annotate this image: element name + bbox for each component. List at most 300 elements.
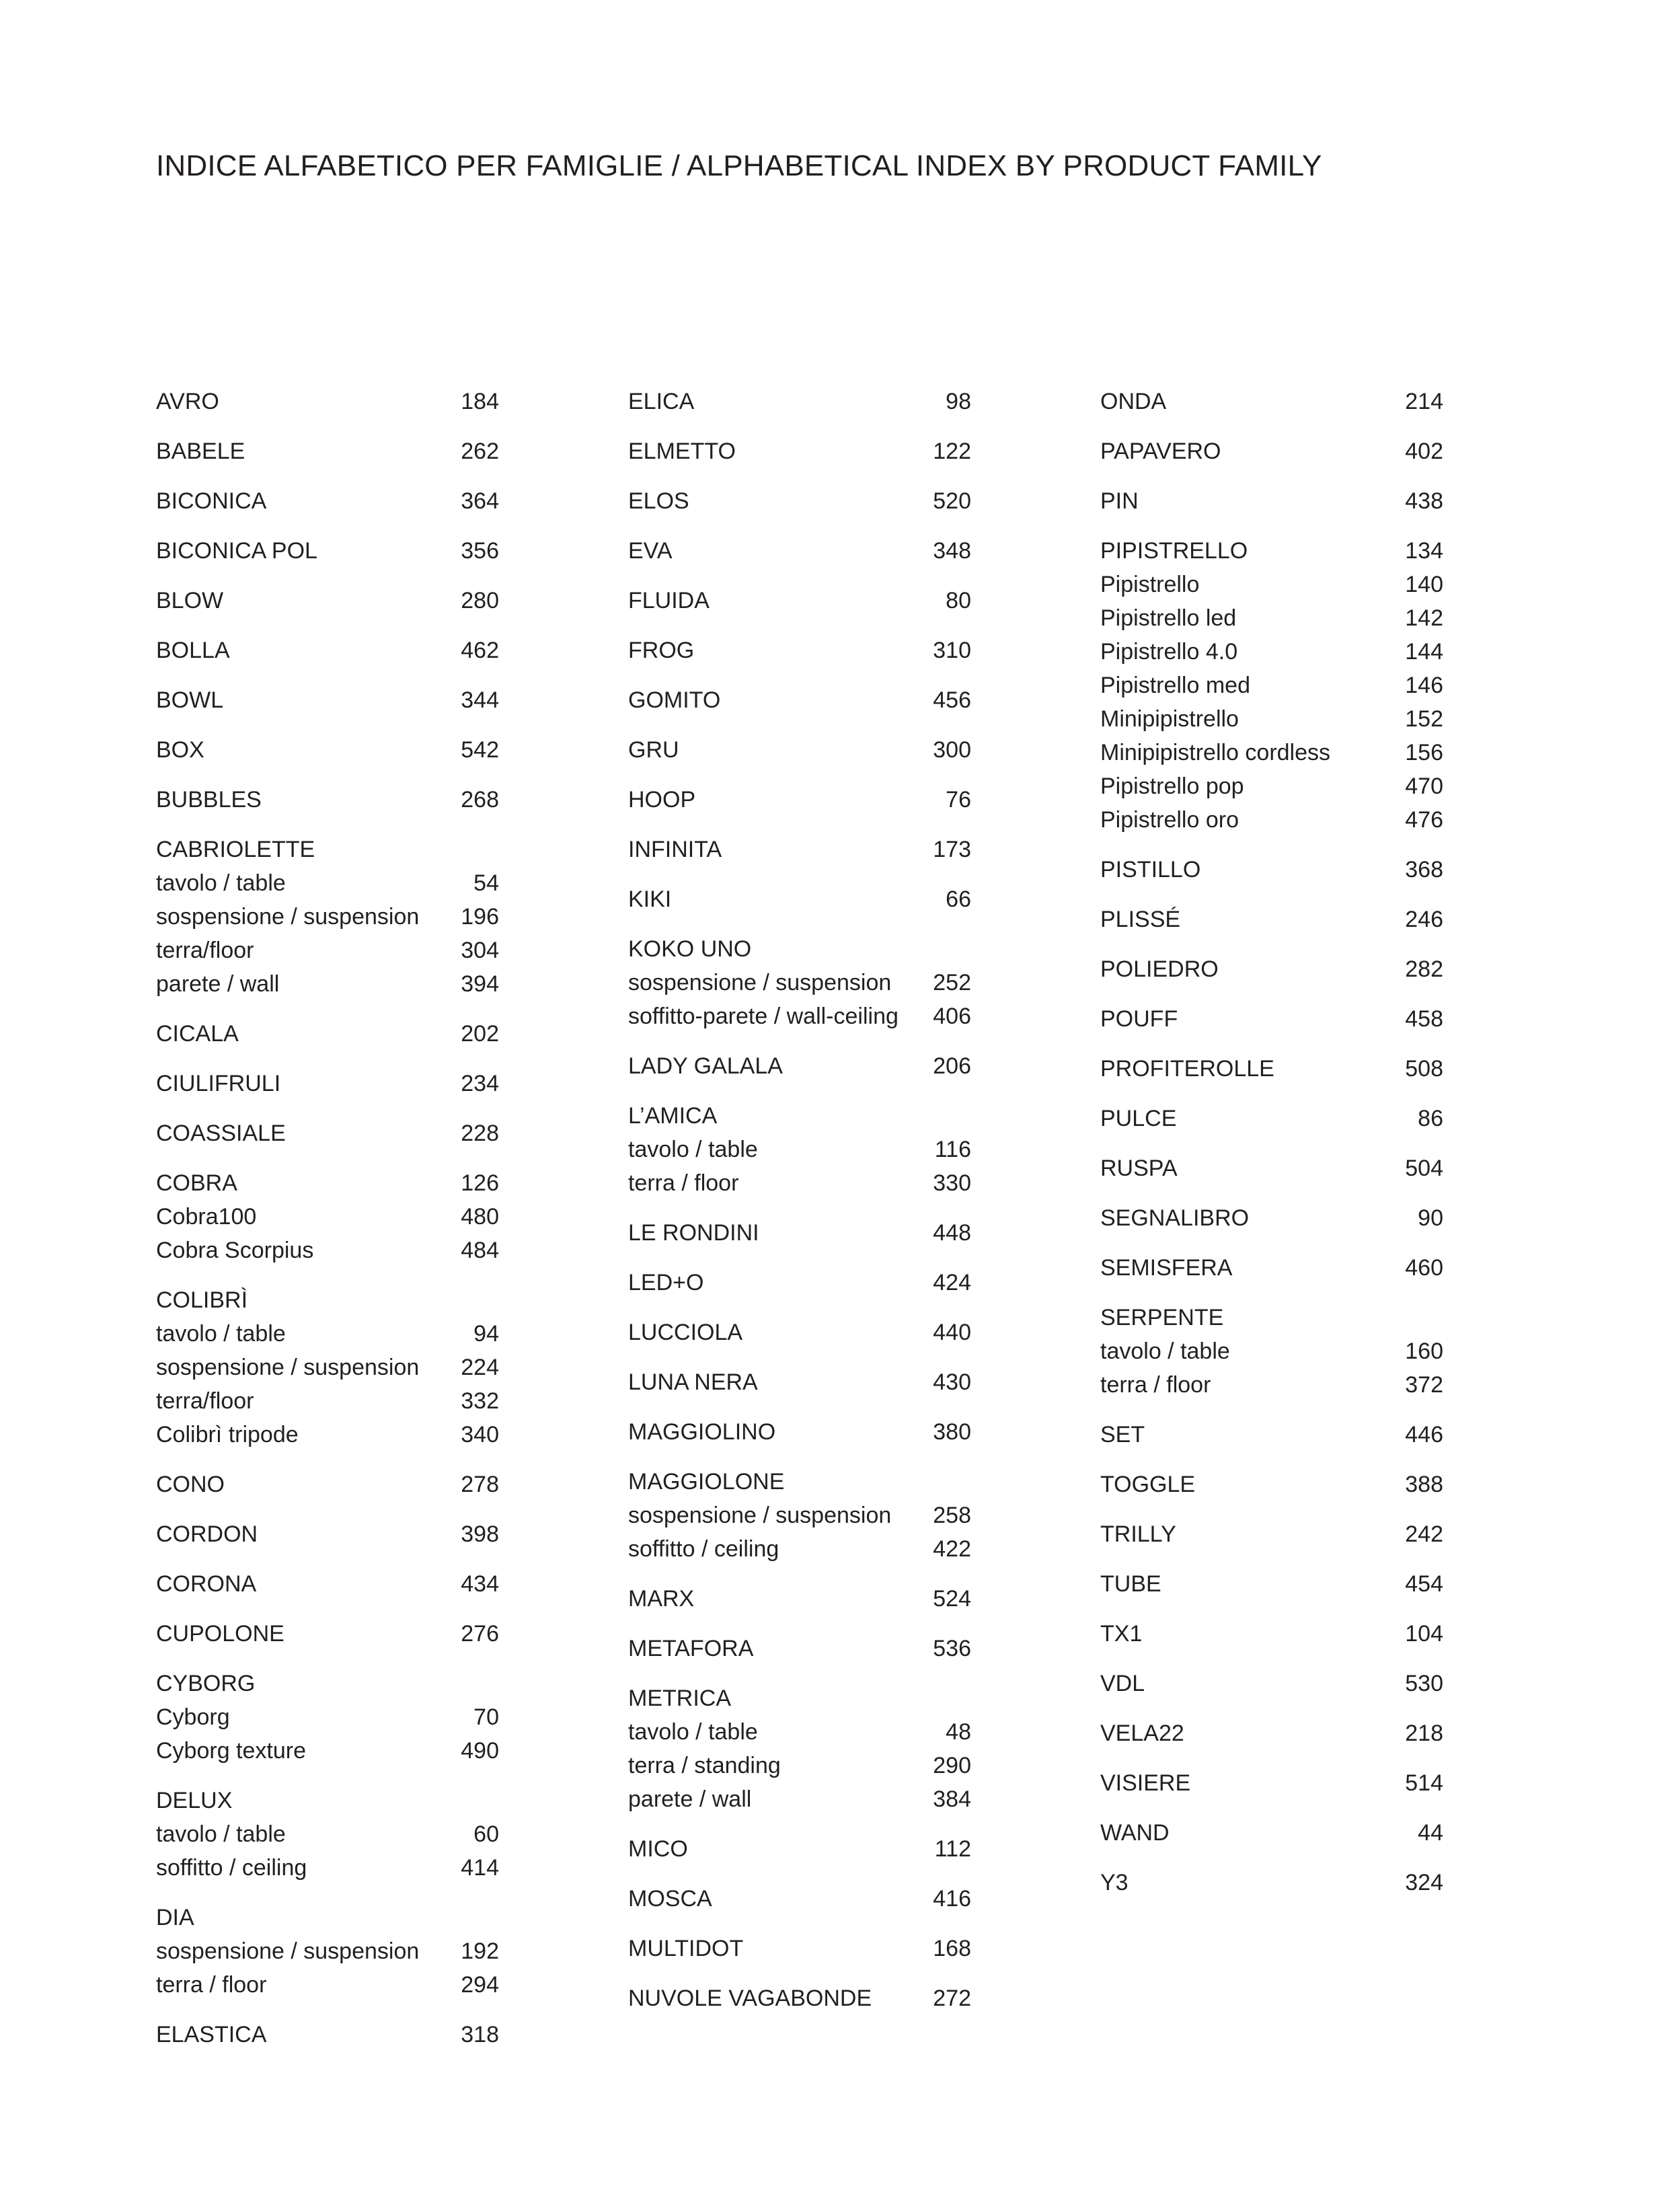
index-entry-group xyxy=(628,1415,971,1449)
index-entry-group xyxy=(156,634,499,667)
index-entry-label: MICO xyxy=(628,1836,688,1862)
index-family-row xyxy=(628,1832,971,1866)
index-family-row xyxy=(1100,1766,1443,1800)
index-entry-group xyxy=(156,1468,499,1501)
index-page-number: 280 xyxy=(461,588,499,613)
index-entry-label: Cobra100 xyxy=(156,1204,257,1230)
index-entry-label: SEMISFERA xyxy=(1100,1255,1233,1281)
index-family-row xyxy=(1100,1866,1443,1899)
index-entry-label: GOMITO xyxy=(628,687,721,713)
index-entry-group xyxy=(1100,1816,1443,1850)
index-entry-group xyxy=(628,833,971,866)
index-page-number: 112 xyxy=(934,1836,971,1862)
index-page-number: 430 xyxy=(933,1369,971,1395)
index-family-row xyxy=(156,1283,499,1317)
index-family-row xyxy=(1100,1201,1443,1235)
index-page-number: 192 xyxy=(461,1938,499,1964)
index-sub-row xyxy=(1100,736,1443,769)
index-family-row xyxy=(628,1266,971,1299)
index-entry-group xyxy=(628,1982,971,2015)
index-family-row xyxy=(156,833,499,866)
index-family-row xyxy=(1100,1251,1443,1285)
index-page-number: 304 xyxy=(461,938,499,963)
index-family-row xyxy=(628,932,971,966)
index-sub-row xyxy=(156,1200,499,1234)
index-entry-group xyxy=(628,1682,971,1816)
index-page-number: 214 xyxy=(1405,389,1443,414)
index-entry-label: Pipistrello pop xyxy=(1100,774,1244,799)
index-page-number: 276 xyxy=(461,1621,499,1647)
index-family-row xyxy=(156,1784,499,1817)
index-family-row xyxy=(628,733,971,767)
index-entry-label: KOKO UNO xyxy=(628,936,752,962)
index-entry-group xyxy=(1100,1002,1443,1036)
index-column-2 xyxy=(628,385,971,2031)
index-entry-group xyxy=(628,534,971,568)
index-page-number: 458 xyxy=(1405,1006,1443,1032)
index-page-number: 86 xyxy=(1418,1106,1443,1131)
index-entry-label: LE RONDINI xyxy=(628,1220,759,1246)
index-column-1 xyxy=(156,385,499,2068)
index-page-number: 94 xyxy=(473,1321,499,1347)
index-sub-row xyxy=(628,1499,971,1532)
index-entry-label: ELASTICA xyxy=(156,2022,267,2047)
index-entry-group xyxy=(628,1465,971,1566)
index-entry-label: SERPENTE xyxy=(1100,1305,1224,1330)
index-page-number: 160 xyxy=(1405,1338,1443,1364)
index-page-number: 168 xyxy=(933,1936,971,1961)
index-family-row xyxy=(156,435,499,468)
index-page-number: 262 xyxy=(461,439,499,464)
index-entry-group xyxy=(628,484,971,518)
index-sub-row xyxy=(156,1234,499,1267)
index-entry-group xyxy=(156,1166,499,1267)
index-entry-group xyxy=(628,1049,971,1083)
index-sub-row xyxy=(628,1715,971,1749)
index-page-number: 344 xyxy=(461,687,499,713)
index-entry-label: CIULIFRULI xyxy=(156,1071,281,1096)
index-page-number: 152 xyxy=(1405,706,1443,732)
index-entry-label: TOGGLE xyxy=(1100,1472,1196,1497)
index-page-number: 446 xyxy=(1405,1422,1443,1447)
index-entry-label: ONDA xyxy=(1100,389,1167,414)
index-family-row xyxy=(628,634,971,667)
index-entry-group xyxy=(628,634,971,667)
index-family-row xyxy=(628,1982,971,2015)
index-entry-label: METRICA xyxy=(628,1686,731,1711)
index-entry-group xyxy=(156,534,499,568)
index-entry-group xyxy=(156,1117,499,1150)
index-sub-row xyxy=(156,1418,499,1451)
index-family-row xyxy=(156,634,499,667)
index-entry-group xyxy=(1100,1866,1443,1899)
index-family-row xyxy=(628,1216,971,1250)
index-family-row xyxy=(156,484,499,518)
index-entry-group xyxy=(628,1882,971,1916)
index-entry-label: NUVOLE VAGABONDE xyxy=(628,1986,872,2011)
index-page-number: 536 xyxy=(933,1636,971,1661)
index-page-number: 424 xyxy=(933,1270,971,1295)
index-page-number: 246 xyxy=(1405,907,1443,932)
index-entry-label: Pipistrello oro xyxy=(1100,807,1239,833)
index-sub-row xyxy=(156,1351,499,1384)
index-entry-label: tavolo / table xyxy=(156,870,286,896)
index-entry-label: tavolo / table xyxy=(156,1321,286,1347)
index-entry-label: MOSCA xyxy=(628,1886,712,1912)
index-family-row xyxy=(1100,1667,1443,1700)
index-entry-group xyxy=(1100,1418,1443,1451)
index-page-number: 218 xyxy=(1405,1721,1443,1746)
index-page-number: 356 xyxy=(461,538,499,564)
index-entry-group xyxy=(628,385,971,418)
index-page-number: 310 xyxy=(933,638,971,663)
index-sub-row xyxy=(628,1133,971,1166)
index-entry-group xyxy=(628,1582,971,1616)
index-entry-group xyxy=(628,1266,971,1299)
index-page-number: 372 xyxy=(1405,1372,1443,1398)
index-page-number: 524 xyxy=(933,1586,971,1612)
index-entry-group xyxy=(156,683,499,717)
index-sub-row xyxy=(156,1817,499,1851)
index-entry-label: PIPISTRELLO xyxy=(1100,538,1248,564)
index-entry-group xyxy=(1100,385,1443,418)
index-entry-label: BOX xyxy=(156,737,204,763)
index-page-number: 184 xyxy=(461,389,499,414)
index-page-number: 90 xyxy=(1418,1205,1443,1231)
index-entry-label: CORONA xyxy=(156,1571,257,1597)
index-page-number: 440 xyxy=(933,1320,971,1345)
index-entry-group xyxy=(156,733,499,767)
index-entry-label: terra / floor xyxy=(628,1170,739,1196)
index-family-row xyxy=(156,1117,499,1150)
index-sub-row xyxy=(156,1934,499,1968)
index-entry-group xyxy=(156,435,499,468)
index-entry-label: CONO xyxy=(156,1472,225,1497)
index-page-number: 300 xyxy=(933,737,971,763)
index-entry-label: VDL xyxy=(1100,1671,1145,1696)
index-entry-group xyxy=(628,1365,971,1399)
index-family-row xyxy=(628,435,971,468)
index-page-number: 476 xyxy=(1405,807,1443,833)
index-page-number: 278 xyxy=(461,1472,499,1497)
index-sub-row xyxy=(628,1532,971,1566)
index-entry-label: LADY GALALA xyxy=(628,1053,783,1079)
index-sub-row xyxy=(156,1734,499,1768)
index-entry-label: MAGGIOLONE xyxy=(628,1469,785,1495)
index-entry-label: LED+O xyxy=(628,1270,704,1295)
index-sub-row xyxy=(156,934,499,967)
index-entry-group xyxy=(156,1067,499,1100)
index-entry-group xyxy=(156,833,499,1001)
index-entry-group xyxy=(628,584,971,617)
index-entry-label: Cobra Scorpius xyxy=(156,1238,314,1263)
index-family-row xyxy=(156,1517,499,1551)
index-entry-label: CYBORG xyxy=(156,1671,256,1696)
index-entry-group xyxy=(1100,1102,1443,1135)
index-entry-label: terra / floor xyxy=(1100,1372,1211,1398)
index-entry-label: TUBE xyxy=(1100,1571,1161,1597)
index-entry-label: COASSIALE xyxy=(156,1121,286,1146)
index-sub-row xyxy=(1100,803,1443,837)
index-entry-label: RUSPA xyxy=(1100,1156,1178,1181)
index-page-number: 454 xyxy=(1405,1571,1443,1597)
index-sub-row xyxy=(628,1166,971,1200)
index-page-number: 234 xyxy=(461,1071,499,1096)
index-sub-row xyxy=(156,1317,499,1351)
index-entry-group xyxy=(628,1316,971,1349)
index-entry-group xyxy=(1100,1301,1443,1402)
index-entry-group xyxy=(156,484,499,518)
index-entry-label: parete / wall xyxy=(628,1786,752,1812)
index-entry-label: sospensione / suspension xyxy=(628,970,892,995)
index-entry-label: BOLLA xyxy=(156,638,230,663)
index-entry-group xyxy=(1100,1617,1443,1651)
index-page-number: 134 xyxy=(1405,538,1443,564)
index-page-number: 504 xyxy=(1405,1156,1443,1181)
index-entry-label: soffitto-parete / wall-ceiling xyxy=(628,1004,899,1029)
index-entry-label: BICONICA xyxy=(156,488,267,514)
index-entry-label: Colibrì tripode xyxy=(156,1422,299,1447)
index-entry-label: DIA xyxy=(156,1905,194,1930)
index-page-number: 324 xyxy=(1405,1870,1443,1895)
index-page-number: 272 xyxy=(933,1986,971,2011)
index-entry-group xyxy=(1100,903,1443,936)
index-entry-group xyxy=(156,1283,499,1451)
index-page-number: 520 xyxy=(933,488,971,514)
index-page-number: 484 xyxy=(461,1238,499,1263)
index-family-row xyxy=(156,733,499,767)
index-page-number: 364 xyxy=(461,488,499,514)
index-page-number: 340 xyxy=(461,1422,499,1447)
index-page-number: 490 xyxy=(461,1738,499,1764)
index-family-row xyxy=(1100,435,1443,468)
index-entry-label: tavolo / table xyxy=(1100,1338,1230,1364)
index-entry-group xyxy=(156,2018,499,2051)
index-entry-group xyxy=(628,932,971,1033)
index-entry-group xyxy=(1100,1468,1443,1501)
index-entry-label: FROG xyxy=(628,638,695,663)
index-sub-row xyxy=(1100,669,1443,702)
index-entry-label: ELICA xyxy=(628,389,695,414)
index-page-number: 406 xyxy=(933,1004,971,1029)
index-entry-label: Minipipistrello xyxy=(1100,706,1239,732)
index-page-number: 384 xyxy=(933,1786,971,1812)
index-entry-label: WAND xyxy=(1100,1820,1170,1846)
index-entry-label: AVRO xyxy=(156,389,219,414)
index-entry-label: CABRIOLETTE xyxy=(156,837,315,862)
index-family-row xyxy=(1100,1418,1443,1451)
index-family-row xyxy=(628,534,971,568)
index-entry-label: CORDON xyxy=(156,1521,258,1547)
index-entry-group xyxy=(156,385,499,418)
index-family-row xyxy=(1100,1052,1443,1086)
index-page-number: 196 xyxy=(461,904,499,930)
index-family-row xyxy=(628,1582,971,1616)
index-family-row xyxy=(628,783,971,817)
index-page-number: 318 xyxy=(461,2022,499,2047)
index-entry-label: sospensione / suspension xyxy=(156,1355,420,1380)
index-entry-label: INFINITA xyxy=(628,837,722,862)
index-entry-label: BICONICA POL xyxy=(156,538,317,564)
index-family-row xyxy=(156,1901,499,1934)
index-family-row xyxy=(156,1067,499,1100)
index-entry-group xyxy=(628,1932,971,1965)
index-family-row xyxy=(628,1465,971,1499)
index-entry-label: ELOS xyxy=(628,488,689,514)
index-entry-label: SEGNALIBRO xyxy=(1100,1205,1250,1231)
index-entry-group xyxy=(156,1784,499,1885)
index-entry-group xyxy=(1100,1766,1443,1800)
index-family-row xyxy=(156,2018,499,2051)
index-entry-group xyxy=(628,733,971,767)
index-entry-group xyxy=(1100,534,1443,837)
index-page-number: 460 xyxy=(1405,1255,1443,1281)
index-page-number: 258 xyxy=(933,1503,971,1528)
index-entry-group xyxy=(628,1632,971,1665)
index-page-number: 530 xyxy=(1405,1671,1443,1696)
index-entry-group xyxy=(1100,484,1443,518)
index-entry-group xyxy=(1100,435,1443,468)
index-entry-label: sospensione / suspension xyxy=(156,1938,420,1964)
index-family-row xyxy=(1100,853,1443,886)
index-entry-group xyxy=(156,1901,499,2002)
index-sub-row xyxy=(156,866,499,900)
index-entry-label: Pipistrello led xyxy=(1100,605,1237,631)
index-page-number: 294 xyxy=(461,1972,499,1998)
index-family-row xyxy=(156,1667,499,1700)
index-entry-label: BLOW xyxy=(156,588,224,613)
index-family-row xyxy=(1100,1567,1443,1601)
index-entry-label: tavolo / table xyxy=(628,1137,758,1162)
index-page-number: 434 xyxy=(461,1571,499,1597)
index-page-number: 380 xyxy=(933,1419,971,1445)
index-entry-group xyxy=(628,1216,971,1250)
index-entry-label: terra / standing xyxy=(628,1753,781,1778)
index-entry-label: HOOP xyxy=(628,787,696,813)
index-family-row xyxy=(1100,534,1443,568)
index-page-number: 70 xyxy=(473,1704,499,1730)
index-column-3 xyxy=(1100,385,1443,1916)
index-page-number: 242 xyxy=(1405,1521,1443,1547)
index-family-row xyxy=(628,1049,971,1083)
index-family-row xyxy=(156,683,499,717)
index-family-row xyxy=(1100,1517,1443,1551)
index-entry-group xyxy=(628,435,971,468)
index-entry-group xyxy=(156,1617,499,1651)
index-entry-label: PISTILLO xyxy=(1100,857,1201,882)
index-page-number: 156 xyxy=(1405,740,1443,765)
index-family-row xyxy=(156,1468,499,1501)
index-entry-label: Y3 xyxy=(1100,1870,1129,1895)
index-page-number: 388 xyxy=(1405,1472,1443,1497)
index-entry-label: Cyborg texture xyxy=(156,1738,306,1764)
index-entry-group xyxy=(1100,1251,1443,1285)
index-entry-label: terra/floor xyxy=(156,1388,254,1414)
index-family-row xyxy=(1100,1301,1443,1334)
index-entry-label: TX1 xyxy=(1100,1621,1143,1647)
index-entry-label: soffitto / ceiling xyxy=(156,1855,307,1881)
index-page-number: 332 xyxy=(461,1388,499,1414)
index-entry-label: terra/floor xyxy=(156,938,254,963)
index-entry-label: POUFF xyxy=(1100,1006,1178,1032)
index-family-row xyxy=(1100,1816,1443,1850)
index-sub-row xyxy=(1100,635,1443,669)
index-entry-label: PIN xyxy=(1100,488,1139,514)
index-page-number: 398 xyxy=(461,1521,499,1547)
index-page-number: 348 xyxy=(933,538,971,564)
index-family-row xyxy=(1100,952,1443,986)
index-entry-label: Cyborg xyxy=(156,1704,230,1730)
index-entry-label: CICALA xyxy=(156,1021,239,1047)
index-family-row xyxy=(628,484,971,518)
index-sub-row xyxy=(156,1851,499,1885)
index-page-number: 438 xyxy=(1405,488,1443,514)
index-entry-group xyxy=(628,1099,971,1200)
index-page-number: 140 xyxy=(1405,572,1443,597)
index-entry-label: PROFITEROLLE xyxy=(1100,1056,1274,1082)
page-title: INDICE ALFABETICO PER FAMIGLIE / ALPHABETICAL INDEX BY PRODUCT FAMILY xyxy=(156,149,1322,182)
index-page-number: 268 xyxy=(461,787,499,813)
index-entry-label: MULTIDOT xyxy=(628,1936,744,1961)
index-family-row xyxy=(156,584,499,617)
index-sub-row xyxy=(1100,1368,1443,1402)
index-sub-row xyxy=(1100,769,1443,803)
index-entry-group xyxy=(1100,1201,1443,1235)
index-family-row xyxy=(1100,903,1443,936)
index-entry-label: tavolo / table xyxy=(628,1719,758,1745)
index-family-row xyxy=(156,1617,499,1651)
index-entry-label: soffitto / ceiling xyxy=(628,1536,779,1562)
index-entry-label: tavolo / table xyxy=(156,1821,286,1847)
index-family-row xyxy=(628,1632,971,1665)
index-sub-row xyxy=(628,966,971,999)
index-family-row xyxy=(1100,1102,1443,1135)
index-entry-label: sospensione / suspension xyxy=(156,904,420,930)
index-entry-group xyxy=(156,584,499,617)
index-entry-label: EVA xyxy=(628,538,673,564)
index-entry-label: KIKI xyxy=(628,886,672,912)
index-entry-label: VISIERE xyxy=(1100,1770,1191,1796)
index-page-number: 104 xyxy=(1405,1621,1443,1647)
index-page-number: 76 xyxy=(946,787,971,813)
index-page-number: 116 xyxy=(934,1137,971,1162)
index-entry-group xyxy=(1100,1052,1443,1086)
index-entry-group xyxy=(1100,952,1443,986)
index-page-number: 514 xyxy=(1405,1770,1443,1796)
index-entry-label: GRU xyxy=(628,737,679,763)
index-family-row xyxy=(628,1316,971,1349)
index-page-number: 224 xyxy=(461,1355,499,1380)
index-entry-label: FLUIDA xyxy=(628,588,710,613)
index-entry-group xyxy=(1100,1717,1443,1750)
index-page-number: 60 xyxy=(473,1821,499,1847)
index-entry-label: PLISSÉ xyxy=(1100,907,1181,932)
index-family-row xyxy=(1100,1468,1443,1501)
index-page-number: 173 xyxy=(933,837,971,862)
index-family-row xyxy=(156,783,499,817)
index-entry-label: Pipistrello xyxy=(1100,572,1200,597)
index-entry-group xyxy=(156,1017,499,1051)
index-page-number: 146 xyxy=(1405,673,1443,698)
index-entry-group xyxy=(156,1567,499,1601)
index-page-number: 414 xyxy=(461,1855,499,1881)
index-page-number: 394 xyxy=(461,971,499,997)
index-entry-group xyxy=(1100,1667,1443,1700)
index-family-row xyxy=(628,833,971,866)
index-family-row xyxy=(628,683,971,717)
index-entry-label: terra / floor xyxy=(156,1972,267,1998)
index-page-number: 480 xyxy=(461,1204,499,1230)
